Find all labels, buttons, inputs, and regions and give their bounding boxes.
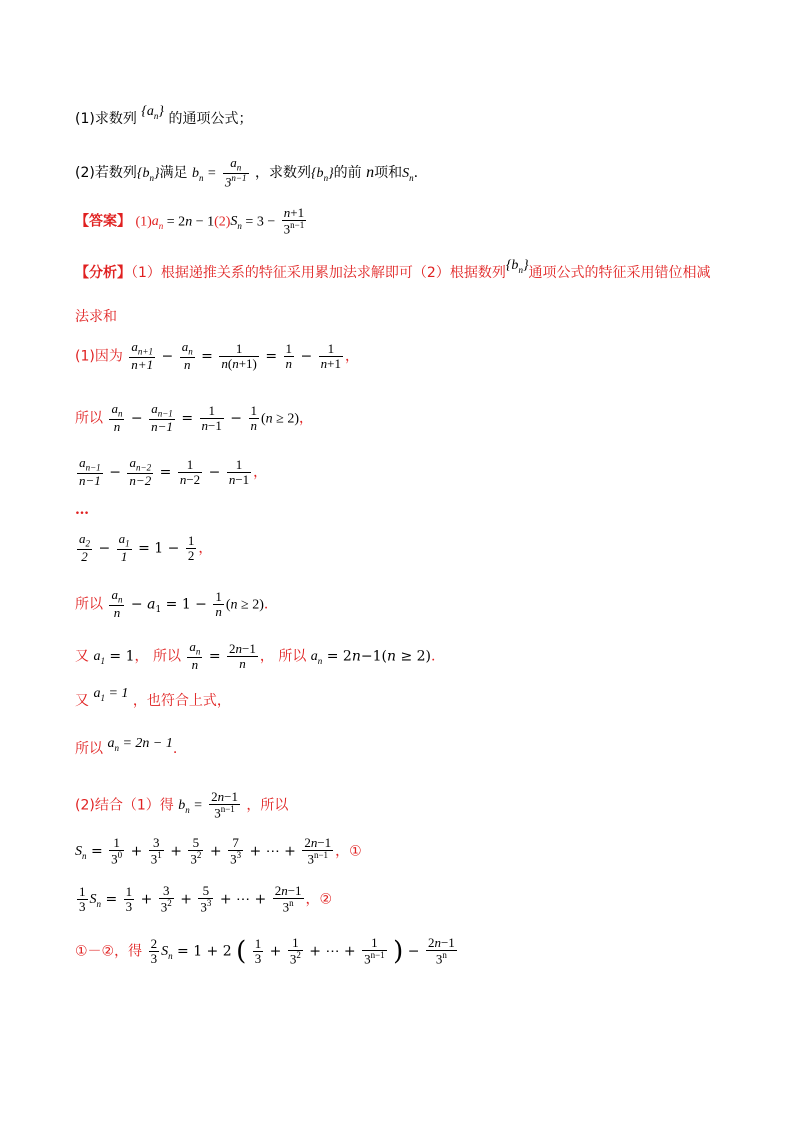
- combine-label: (2)结合（1）得: [75, 797, 174, 814]
- so-label-3: 所以: [152, 648, 181, 665]
- also-fits: ，也符合上式，: [132, 693, 231, 709]
- answer-label: 【答案】: [75, 213, 131, 230]
- step-because: (1)因为 $\frac{a_{n+1}}{n+1}$ − $\frac{a_n}{n}$ = $\frac{1}{n(n+1)}$ = $\frac{1}{n}$ − $\frac{1}{n+1}$ ，: [75, 339, 359, 373]
- analysis-text2: 通项公式的特征采用错位相减: [528, 265, 711, 281]
- step-so-1: 所以 $\frac{a_n}{n}$ − $\frac{a_{n-1}}{n-1}$ = $\frac{1}{n-1}$ − $\frac{1}{n}$ (n ≥ 2)，: [75, 401, 314, 435]
- step-2: $\frac{a_{n-1}}{n-1}$ − $\frac{a_{n-2}}{n-2}$ = $\frac{1}{n-2}$ − $\frac{1}{n-1}$ ，: [79, 455, 268, 489]
- so-label-1: 所以: [75, 410, 103, 427]
- step-so-final: 所以 $a_n = 2n - 1$.: [75, 736, 178, 757]
- eq-2: $\frac{1}{3}$ $S_n$ = $\frac{1}{3}$ + $\frac{3}{3^2}$ + $\frac{5}{3^3}$ + ⋯ + $\frac{2n-1}{3^n}$ ，②: [79, 883, 333, 915]
- so-label-5: 所以: [75, 741, 103, 757]
- step-so-2: 所以 $\frac{a_n}{n}$ − $a_1 = 1$ − $\frac{1}{n}$ (n ≥ 2).: [75, 587, 269, 621]
- eq-1: $S_n$ = $\frac{1}{3^0}$ + $\frac{3}{3^1}$ + $\frac{5}{3^2}$ + $\frac{7}{3^3}$ + ⋯ + $\frac{2n-1}{3^{n-1}}$ ，①: [75, 835, 362, 867]
- ellipsis: …: [75, 502, 89, 518]
- q2-mid: 满足: [159, 165, 188, 182]
- again-label-2: 又: [75, 693, 89, 709]
- q1-tail: 的通项公式；: [168, 111, 253, 127]
- so-label-2: 所以: [75, 596, 103, 613]
- step-again: 又 $a_1 = 1$， 所以 $\frac{a_n}{n}$ = $\frac{2n-1}{n}$ ， 所以 $a_n = 2n-1(n \ge 2)$.: [75, 639, 436, 673]
- analysis-text: （1）根据递推关系的特征采用累加法求解即可（2）根据数列: [131, 265, 506, 281]
- q2-prefix: (2)若数列: [75, 165, 137, 182]
- circ2: ，②: [305, 891, 333, 908]
- question-1: (1)求数列 $\{a_n\}$ 的通项公式；: [75, 104, 253, 127]
- eq-subtract: ①－②，得 $\frac{2}{3}$ $S_n = 1 + 2$ ( $\frac{1}{3}$ + $\frac{1}{3^2}$ + ⋯ + $\frac{1}{3^{n-1}}$ ) − $\frac{2n-1}{3^n}$: [75, 935, 455, 967]
- q1-text: (1)求数列: [75, 111, 137, 127]
- so2-label: ，所以: [246, 797, 289, 814]
- circ1: ，①: [335, 843, 362, 860]
- question-2: (2)若数列$\{b_n\}$满足 $b_n$ = $\frac{a_n}{3^{n-1}}$ ，求数列$\{b_n\}$的前 n项和$S_n$.: [75, 155, 419, 190]
- again-label: 又: [75, 648, 89, 665]
- analysis: 【分析】（1）根据递推关系的特征采用累加法求解即可（2）根据数列$\{b_n\}$通项公式的特征采用错位相减: [75, 258, 711, 281]
- answer: 【答案】 $(1)a_n = 2n - 1(2)S_n = 3$ − $\frac{n+1}{3^{n-1}}$: [75, 205, 305, 237]
- q2-tail3: 项和: [374, 165, 403, 182]
- q2-tail2: 的前: [333, 165, 362, 182]
- q2-tail: ，求数列: [254, 165, 311, 182]
- analysis-text3: 法求和: [75, 309, 117, 325]
- step-also: 又 $a_1 = 1$ ，也符合上式，: [75, 686, 231, 709]
- step-3: $\frac{a_2}{2}$ − $\frac{a_1}{1}$ = 1 − $\frac{1}{2}$ ，: [79, 531, 213, 565]
- so-label-4: 所以: [278, 648, 307, 665]
- subtract-label: ①－②，得: [75, 943, 143, 960]
- analysis-label: 【分析】: [75, 265, 131, 281]
- part2-combine: (2)结合（1）得 $b_n$ = $\frac{2n-1}{3^{n-1}}$ ，所以: [75, 789, 289, 821]
- because-label: (1)因为: [75, 348, 123, 365]
